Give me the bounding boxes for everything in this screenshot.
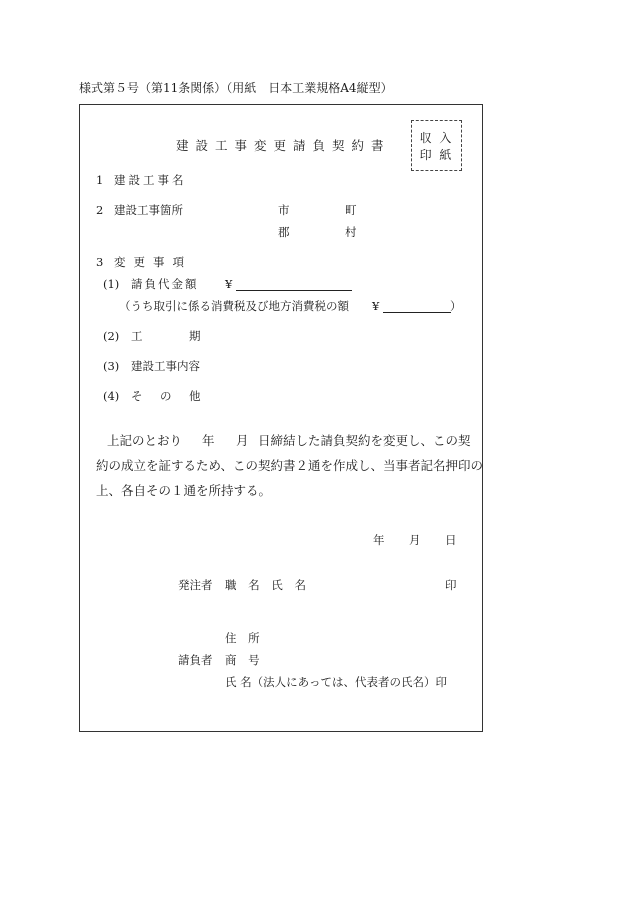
item2-county: 郡 — [278, 225, 290, 239]
date-day: 日 — [445, 533, 457, 547]
body-line3: 上、各自その１通を所持する。 — [96, 483, 272, 498]
item2-village: 村 — [345, 225, 357, 239]
sub3-label: 建設工事内容 — [131, 359, 200, 373]
sub4-label-a: そ — [131, 389, 143, 403]
sub2-label-b: 期 — [189, 329, 201, 343]
sub1-tax-label: （うち取引に係る消費税及び地方消費税の額 — [119, 299, 349, 313]
contractor-trade-name-label: 商 号 — [225, 653, 264, 667]
body-line1-a: 上記のとおり — [107, 433, 183, 448]
sub1-tax-yen: ¥ — [372, 299, 380, 313]
orderer-name-label: 職 名 氏 名 — [225, 578, 310, 592]
item2-number: 2 — [96, 203, 104, 217]
stamp-label-line2: 印 紙 — [419, 148, 454, 162]
sub1-yen: ¥ — [225, 277, 233, 291]
contract-amount-blank — [236, 278, 352, 291]
item2-label: 建設工事箇所 — [114, 203, 183, 217]
sub4-label-c: 他 — [189, 389, 201, 403]
sub2-label-a: 工 — [131, 329, 143, 343]
body-line2: 約の成立を証するため、この契約書２通を作成し、当事者記名押印の — [96, 458, 484, 473]
sub1-tax-close: ） — [450, 299, 462, 313]
item1-label: 建設工事名 — [114, 173, 187, 187]
sub1-number: (1) — [103, 277, 120, 291]
orderer-role: 発注者 — [178, 578, 213, 592]
item3-label: 変更事項 — [114, 255, 192, 269]
item2-town: 町 — [345, 203, 357, 217]
tax-amount-blank — [383, 300, 451, 313]
sub3-number: (3) — [103, 359, 120, 373]
item3-number: 3 — [96, 255, 104, 269]
contractor-role: 請負者 — [178, 653, 213, 667]
sub2-number: (2) — [103, 329, 120, 343]
body-line1-d: 日締結した請負契約を変更し、この契 — [258, 433, 471, 448]
form-header: 様式第５号（第11条関係）（用紙 日本工業規格A4縦型） — [79, 81, 393, 95]
orderer-seal: 印 — [445, 578, 457, 592]
body-line1-b: 年 — [202, 433, 215, 448]
sub4-label-b: の — [160, 389, 172, 403]
body-line1-c: 月 — [236, 433, 249, 448]
contractor-address-label: 住 所 — [225, 631, 264, 645]
revenue-stamp-box — [411, 120, 462, 171]
document-title: 建設工事変更請負契約書 — [176, 138, 391, 153]
stamp-label-line1: 収 入 — [419, 131, 454, 145]
contractor-name-label: 氏 名（法人にあっては、代表者の氏名）印 — [225, 675, 448, 689]
item2-city: 市 — [278, 203, 290, 217]
date-year: 年 — [373, 533, 385, 547]
contract-form-frame — [79, 104, 483, 732]
sub4-number: (4) — [103, 389, 120, 403]
item1-number: 1 — [96, 173, 104, 187]
date-month: 月 — [409, 533, 421, 547]
sub1-label: 請負代金額 — [131, 277, 199, 291]
